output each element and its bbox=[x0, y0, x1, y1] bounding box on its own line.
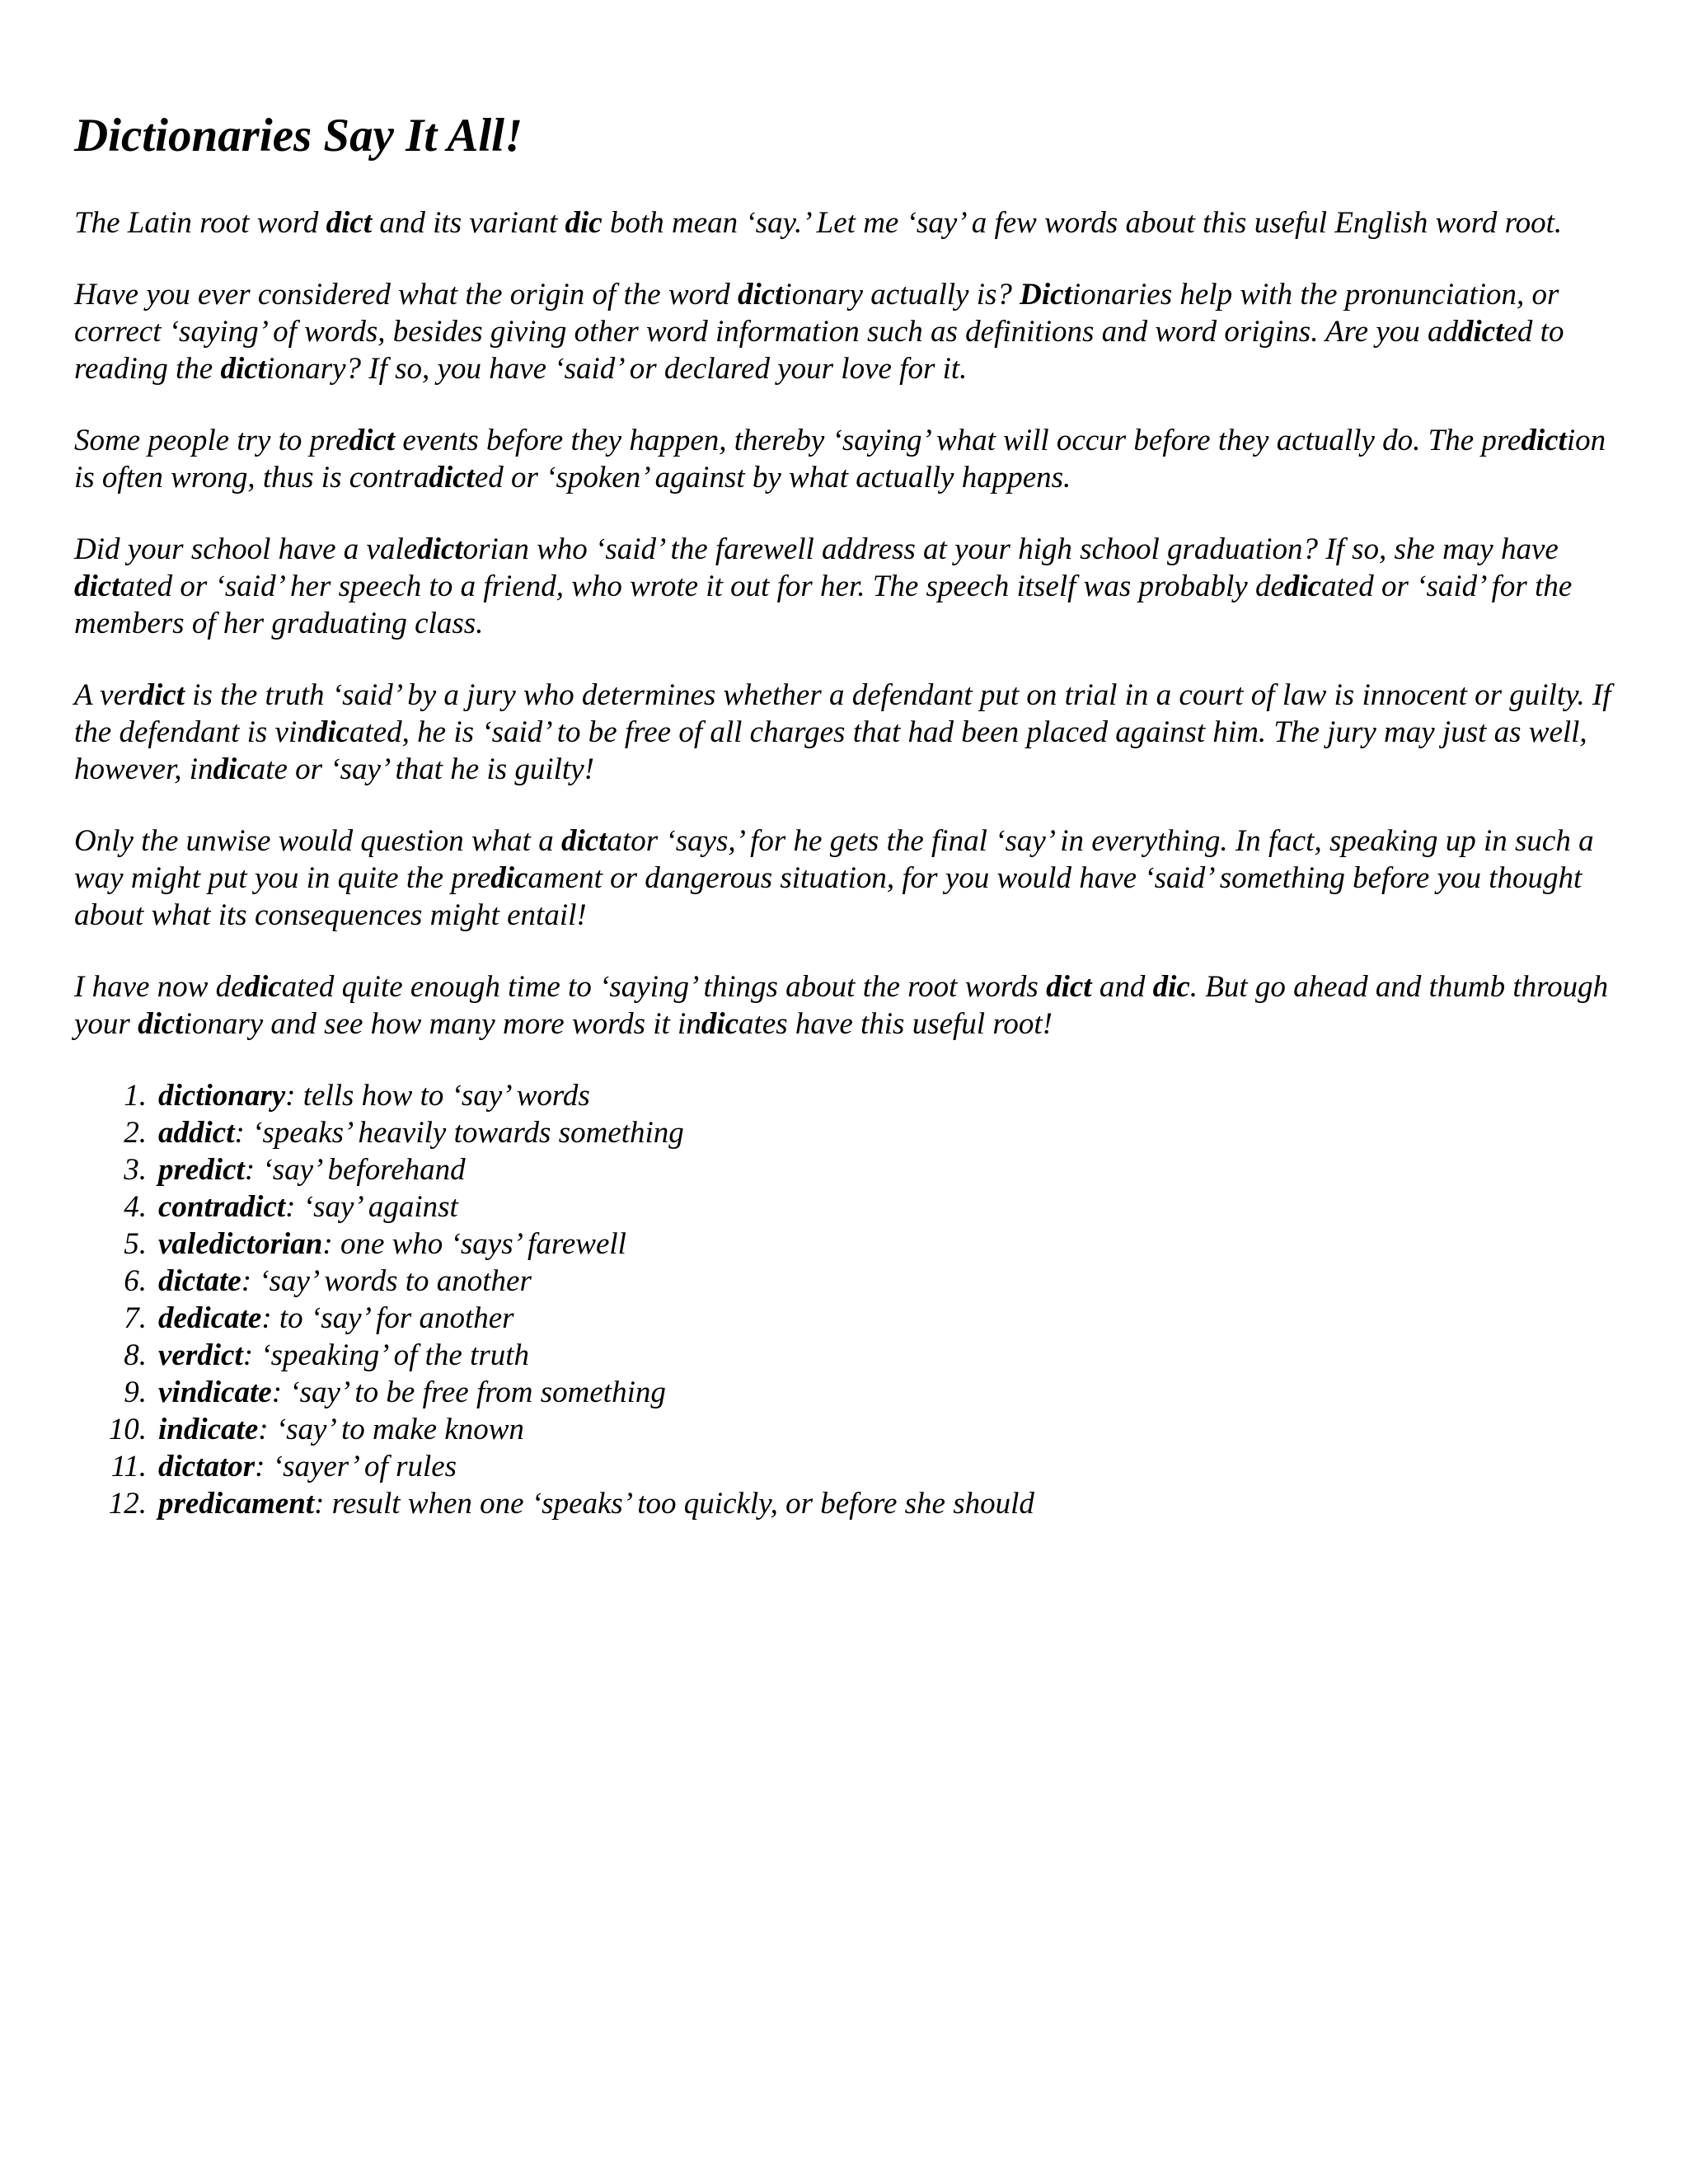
list-term: dictator bbox=[158, 1449, 256, 1483]
list-definition: : ‘say’ to make known bbox=[258, 1412, 524, 1446]
paragraph-3 bbox=[74, 422, 1624, 496]
list-item bbox=[74, 1374, 1624, 1411]
list-entry bbox=[158, 1374, 666, 1411]
root-highlight: dict bbox=[138, 677, 185, 712]
list-term: valedictorian bbox=[158, 1226, 323, 1261]
list-number: 11. bbox=[110, 1449, 147, 1483]
list-entry bbox=[158, 1077, 590, 1114]
list-number: 7. bbox=[124, 1301, 147, 1335]
list-item bbox=[74, 1411, 1624, 1448]
list-definition: : one who ‘says’ farewell bbox=[322, 1226, 626, 1261]
list-number: 8. bbox=[124, 1338, 147, 1372]
list-entry bbox=[158, 1226, 626, 1263]
text-run: and bbox=[1091, 969, 1153, 1004]
text-run: ated or ‘said’ her speech to a friend, who wrote it out for her. The speech itself was probably de bbox=[120, 569, 1284, 603]
body-text bbox=[74, 204, 1624, 1043]
list-term: vindicate bbox=[158, 1375, 272, 1409]
root-highlight: dict bbox=[74, 569, 120, 603]
list-number: 6. bbox=[124, 1263, 147, 1298]
list-term: dictate bbox=[158, 1263, 241, 1298]
document-page bbox=[74, 109, 1624, 1522]
root-highlight: dict bbox=[1458, 314, 1504, 349]
list-number: 1. bbox=[124, 1078, 147, 1113]
list-item bbox=[74, 1077, 1624, 1114]
root-highlight: dict bbox=[326, 205, 373, 240]
list-entry bbox=[158, 1188, 458, 1226]
list-item bbox=[74, 1226, 1624, 1263]
list-entry bbox=[158, 1485, 1034, 1522]
text-run: ion is often wrong, thus is contra bbox=[74, 423, 1606, 494]
list-item bbox=[74, 1114, 1624, 1151]
text-run: ate or ‘say’ that he is guilty! bbox=[250, 752, 594, 786]
list-definition: : ‘sayer’ of rules bbox=[255, 1449, 457, 1483]
root-highlight: Dict bbox=[1020, 277, 1072, 312]
root-highlight: dic bbox=[1152, 969, 1190, 1004]
list-term: addict bbox=[158, 1115, 235, 1150]
list-number: 4. bbox=[124, 1189, 147, 1224]
text-run: Only the unwise would question what a bbox=[74, 823, 561, 858]
text-run: is the truth ‘said’ by a jury who determines whether a defendant put on trial in a court of law is innocent or guilty. If the defendant is vin bbox=[74, 677, 1611, 749]
list-item bbox=[74, 1337, 1624, 1374]
list-number: 3. bbox=[124, 1152, 147, 1187]
page-title: Dictionaries Say It All! bbox=[74, 110, 523, 162]
list-definition: : to ‘say’ for another bbox=[261, 1301, 514, 1335]
root-highlight: dict bbox=[1521, 423, 1567, 457]
root-highlight: dict bbox=[737, 277, 784, 312]
list-item bbox=[74, 1300, 1624, 1337]
list-item bbox=[74, 1263, 1624, 1300]
text-run: A ver bbox=[74, 677, 139, 712]
list-entry bbox=[158, 1263, 532, 1300]
paragraph-4 bbox=[74, 531, 1624, 642]
root-highlight: dic bbox=[1283, 569, 1322, 603]
list-definition: : ‘say’ beforehand bbox=[244, 1152, 466, 1187]
root-highlight: dict bbox=[429, 460, 475, 494]
text-run: ed to reading the bbox=[74, 314, 1564, 386]
text-run: Some people try to pre bbox=[74, 423, 349, 457]
root-highlight: dic bbox=[701, 1006, 739, 1041]
list-number: 10. bbox=[108, 1412, 147, 1446]
text-run: ionary actually is? bbox=[783, 277, 1020, 312]
list-entry bbox=[158, 1337, 529, 1374]
text-run: ed or ‘spoken’ against by what actually happens. bbox=[474, 460, 1071, 494]
list-term: indicate bbox=[158, 1412, 259, 1446]
list-term: predict bbox=[158, 1152, 245, 1187]
list-entry bbox=[158, 1448, 457, 1485]
list-entry bbox=[158, 1151, 466, 1188]
text-run: ionaries help with the pronunciation, or correct ‘saying’ of words, besides giving other word information such as definitions and word origins. Are you ad bbox=[74, 277, 1559, 349]
list-item bbox=[74, 1448, 1624, 1485]
list-term: dedicate bbox=[158, 1301, 262, 1335]
text-run: ionary and see how many more words it in bbox=[183, 1006, 701, 1041]
root-highlight: dic bbox=[213, 752, 251, 786]
word-list bbox=[74, 1077, 1624, 1522]
text-run: ionary? If so, you have ‘said’ or declared your love for it. bbox=[265, 351, 968, 386]
paragraph-5 bbox=[74, 677, 1624, 788]
text-run: orian who ‘said’ the farewell address at your high school graduation? If so, she may have bbox=[462, 532, 1559, 566]
list-definition: : ‘say’ to be free from something bbox=[271, 1375, 666, 1409]
root-highlight: dict bbox=[220, 351, 266, 386]
root-highlight: dict bbox=[560, 823, 607, 858]
list-item bbox=[74, 1151, 1624, 1188]
list-entry bbox=[158, 1300, 514, 1337]
paragraph-1 bbox=[74, 204, 1624, 241]
root-highlight: dict bbox=[138, 1006, 184, 1041]
text-run: ates have this useful root! bbox=[738, 1006, 1053, 1041]
list-term: predicament bbox=[158, 1486, 315, 1521]
list-item bbox=[74, 1485, 1624, 1522]
list-number: 5. bbox=[124, 1226, 147, 1261]
root-highlight: dic bbox=[565, 205, 603, 240]
root-highlight: dic bbox=[312, 715, 349, 749]
root-highlight: dic bbox=[490, 860, 528, 895]
list-definition: : ‘say’ against bbox=[285, 1189, 458, 1224]
list-definition: : ‘speaking’ of the truth bbox=[242, 1338, 530, 1372]
text-run: ated, he is ‘said’ to be free of all charges that had been placed against him. The jury may just as well, however, in bbox=[74, 715, 1587, 786]
list-item bbox=[74, 1188, 1624, 1226]
text-run: I have now de bbox=[74, 969, 245, 1004]
text-run: The Latin root word bbox=[74, 205, 326, 240]
list-term: contradict bbox=[158, 1189, 286, 1224]
text-run: . But go ahead and thumb through your bbox=[74, 969, 1609, 1041]
paragraph-2 bbox=[74, 276, 1624, 387]
list-entry bbox=[158, 1411, 524, 1448]
root-highlight: dict bbox=[417, 532, 463, 566]
list-definition: : tells how to ‘say’ words bbox=[285, 1078, 590, 1113]
list-number: 12. bbox=[108, 1486, 147, 1521]
text-run: ated or ‘said’ for the members of her graduating class. bbox=[74, 569, 1573, 640]
list-number: 2. bbox=[124, 1115, 147, 1150]
list-definition: : ‘speaks’ heavily towards something bbox=[234, 1115, 684, 1150]
root-highlight: dic bbox=[244, 969, 282, 1004]
list-definition: : ‘say’ words to another bbox=[241, 1263, 532, 1298]
text-run: Have you ever considered what the origin of the word bbox=[74, 277, 738, 312]
root-highlight: dict bbox=[349, 423, 396, 457]
root-highlight: dict bbox=[1046, 969, 1092, 1004]
list-term: verdict bbox=[158, 1338, 243, 1372]
text-run: ator ‘says,’ for he gets the final ‘say’ in everything. In fact, speaking up in such a way might put you in quite the pre bbox=[74, 823, 1594, 895]
text-run: both mean ‘say.’ Let me ‘say’ a few words about this useful English word root. bbox=[602, 205, 1563, 240]
paragraph-7 bbox=[74, 968, 1624, 1043]
list-number: 9. bbox=[124, 1375, 147, 1409]
list-entry bbox=[158, 1114, 684, 1151]
text-run: ated quite enough time to ‘saying’ things about the root words bbox=[281, 969, 1047, 1004]
text-run: ament or dangerous situation, for you would have ‘said’ something before you thought about what its consequences might entail! bbox=[74, 860, 1582, 932]
paragraph-6 bbox=[74, 823, 1624, 934]
text-run: and its variant bbox=[372, 205, 565, 240]
list-term: dictionary bbox=[158, 1078, 286, 1113]
text-run: Did your school have a vale bbox=[74, 532, 418, 566]
text-run: events before they happen, thereby ‘saying’ what will occur before they actually do. The pre bbox=[395, 423, 1522, 457]
list-definition: : result when one ‘speaks’ too quickly, or before she should bbox=[314, 1486, 1034, 1521]
